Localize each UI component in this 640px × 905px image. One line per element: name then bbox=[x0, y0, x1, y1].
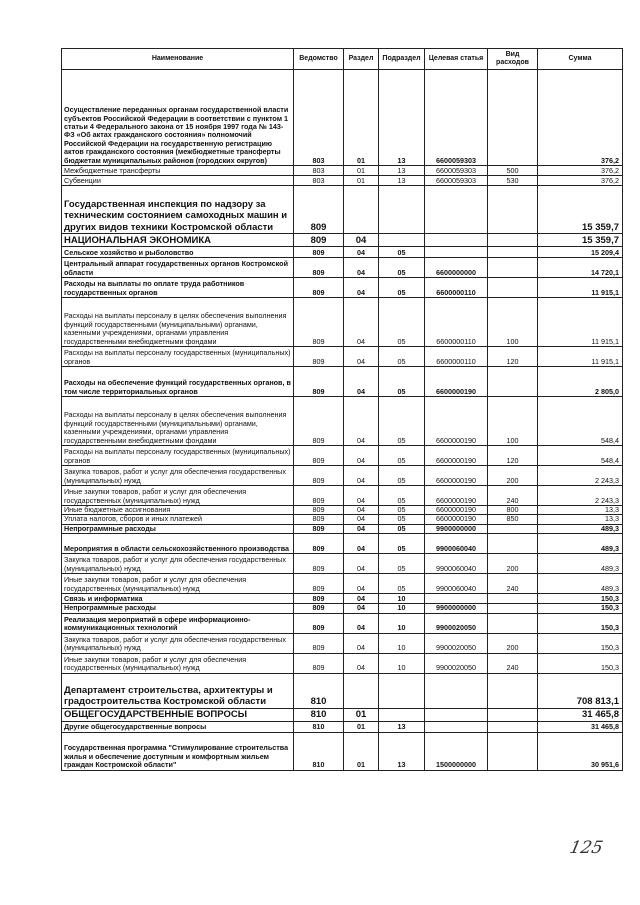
row-sum-cell: 376,2 bbox=[538, 176, 623, 186]
row-sum-cell: 30 951,6 bbox=[538, 732, 623, 770]
table-row bbox=[62, 247, 623, 258]
row-podrazdel-cell: 05 bbox=[379, 347, 425, 367]
row-razdel-cell: 04 bbox=[344, 613, 379, 633]
row-target-article-cell bbox=[425, 247, 488, 258]
row-expense-type-cell bbox=[488, 732, 538, 770]
row-vedomstvo-cell: 809 bbox=[294, 574, 344, 594]
row-razdel-cell: 04 bbox=[344, 534, 379, 554]
row-target-article-cell: 9900060040 bbox=[425, 574, 488, 594]
table-row bbox=[62, 278, 623, 298]
row-target-article-cell: 6600000190 bbox=[425, 446, 488, 466]
table-row bbox=[62, 347, 623, 367]
table-row bbox=[62, 534, 623, 554]
row-sum-cell: 15 359,7 bbox=[538, 186, 623, 234]
row-name-cell: Иные закупки товаров, работ и услуг для обеспечения государственных (муниципальных) нужд bbox=[62, 486, 294, 506]
row-name-cell: Осуществление переданных органам государственной власти субъектов Российской Федерации в соответствии с пунктом 1 статьи 4 Федерального закона от 15 ноября 1997 года № 143-ФЗ «Об актах гражданского состояния» полномочий Российской Федерации на государственную регистрацию актов гражданского состояния (межбюджетные трансферты бюджетам муниципальных районов (городских округов) bbox=[62, 70, 294, 166]
row-name-cell: Иные закупки товаров, работ и услуг для обеспечения государственных (муниципальных) нужд bbox=[62, 574, 294, 594]
row-expense-type-cell bbox=[488, 247, 538, 258]
header-expense-type: Вид расходов bbox=[488, 49, 538, 70]
row-name-cell: Другие общегосударственные вопросы bbox=[62, 721, 294, 732]
table-row bbox=[62, 258, 623, 278]
row-target-article-cell: 9900020050 bbox=[425, 653, 488, 673]
table-row bbox=[62, 166, 623, 176]
row-sum-cell: 150,3 bbox=[538, 604, 623, 613]
table-row bbox=[62, 176, 623, 186]
row-sum-cell: 31 465,8 bbox=[538, 708, 623, 721]
row-podrazdel-cell: 05 bbox=[379, 574, 425, 594]
row-expense-type-cell: 100 bbox=[488, 298, 538, 347]
row-sum-cell: 150,3 bbox=[538, 633, 623, 653]
table-header-row bbox=[62, 49, 623, 70]
row-target-article-cell: 6600000190 bbox=[425, 397, 488, 446]
row-expense-type-cell bbox=[488, 721, 538, 732]
row-expense-type-cell: 500 bbox=[488, 166, 538, 176]
row-razdel-cell: 04 bbox=[344, 515, 379, 524]
table-row bbox=[62, 721, 623, 732]
table-row bbox=[62, 446, 623, 466]
row-expense-type-cell bbox=[488, 70, 538, 166]
row-vedomstvo-cell: 803 bbox=[294, 176, 344, 186]
row-expense-type-cell: 800 bbox=[488, 506, 538, 515]
row-expense-type-cell bbox=[488, 278, 538, 298]
row-vedomstvo-cell: 809 bbox=[294, 347, 344, 367]
row-sum-cell: 31 465,8 bbox=[538, 721, 623, 732]
row-podrazdel-cell: 10 bbox=[379, 604, 425, 613]
row-name-cell: Непрограммные расходы bbox=[62, 604, 294, 613]
header-sum: Сумма bbox=[538, 49, 623, 70]
row-podrazdel-cell: 05 bbox=[379, 506, 425, 515]
row-razdel-cell: 04 bbox=[344, 604, 379, 613]
row-razdel-cell: 04 bbox=[344, 367, 379, 397]
row-razdel-cell: 04 bbox=[344, 347, 379, 367]
header-razdel: Раздел bbox=[344, 49, 379, 70]
row-podrazdel-cell bbox=[379, 186, 425, 234]
row-name-cell: Расходы на выплаты по оплате труда работников государственных органов bbox=[62, 278, 294, 298]
row-razdel-cell: 01 bbox=[344, 708, 379, 721]
row-name-cell: Иные бюджетные ассигнования bbox=[62, 506, 294, 515]
row-expense-type-cell: 120 bbox=[488, 347, 538, 367]
row-target-article-cell: 6600000190 bbox=[425, 506, 488, 515]
row-target-article-cell: 9900060040 bbox=[425, 534, 488, 554]
row-podrazdel-cell: 05 bbox=[379, 397, 425, 446]
row-target-article-cell bbox=[425, 673, 488, 708]
row-vedomstvo-cell: 809 bbox=[294, 367, 344, 397]
row-razdel-cell: 04 bbox=[344, 506, 379, 515]
row-vedomstvo-cell: 809 bbox=[294, 524, 344, 533]
row-target-article-cell bbox=[425, 708, 488, 721]
row-target-article-cell bbox=[425, 594, 488, 604]
row-razdel-cell bbox=[344, 186, 379, 234]
row-vedomstvo-cell: 810 bbox=[294, 708, 344, 721]
row-razdel-cell: 01 bbox=[344, 70, 379, 166]
row-sum-cell: 489,3 bbox=[538, 554, 623, 574]
row-expense-type-cell bbox=[488, 594, 538, 604]
row-razdel-cell: 04 bbox=[344, 574, 379, 594]
table-row bbox=[62, 594, 623, 604]
row-target-article-cell: 9900000000 bbox=[425, 604, 488, 613]
row-name-cell: Непрограммные расходы bbox=[62, 524, 294, 533]
row-podrazdel-cell: 10 bbox=[379, 653, 425, 673]
row-podrazdel-cell bbox=[379, 673, 425, 708]
row-expense-type-cell bbox=[488, 613, 538, 633]
page-number: 125 bbox=[567, 838, 605, 858]
row-expense-type-cell: 850 bbox=[488, 515, 538, 524]
row-razdel-cell: 04 bbox=[344, 594, 379, 604]
row-vedomstvo-cell: 809 bbox=[294, 298, 344, 347]
row-sum-cell: 708 813,1 bbox=[538, 673, 623, 708]
row-podrazdel-cell: 05 bbox=[379, 278, 425, 298]
table-row bbox=[62, 732, 623, 770]
row-razdel-cell: 04 bbox=[344, 397, 379, 446]
row-target-article-cell: 6600000190 bbox=[425, 515, 488, 524]
header-name: Наименование bbox=[62, 49, 294, 70]
row-target-article-cell: 6600059303 bbox=[425, 70, 488, 166]
row-razdel-cell: 04 bbox=[344, 633, 379, 653]
row-name-cell: Мероприятия в области сельскохозяйственного производства bbox=[62, 534, 294, 554]
row-target-article-cell: 6600059303 bbox=[425, 166, 488, 176]
row-name-cell: Межбюджетные трансферты bbox=[62, 166, 294, 176]
table-row bbox=[62, 673, 623, 708]
row-expense-type-cell: 200 bbox=[488, 633, 538, 653]
row-expense-type-cell bbox=[488, 234, 538, 247]
row-razdel-cell: 01 bbox=[344, 721, 379, 732]
row-vedomstvo-cell: 809 bbox=[294, 278, 344, 298]
row-podrazdel-cell: 05 bbox=[379, 486, 425, 506]
row-sum-cell: 548,4 bbox=[538, 397, 623, 446]
row-razdel-cell: 01 bbox=[344, 732, 379, 770]
table-row bbox=[62, 604, 623, 613]
row-expense-type-cell: 100 bbox=[488, 397, 538, 446]
table-row bbox=[62, 708, 623, 721]
row-name-cell: Реализация мероприятий в сфере информационно-коммуникационных технологий bbox=[62, 613, 294, 633]
row-name-cell: Расходы на выплаты персоналу государственных (муниципальных) органов bbox=[62, 347, 294, 367]
row-vedomstvo-cell: 809 bbox=[294, 613, 344, 633]
table-row bbox=[62, 466, 623, 486]
row-razdel-cell: 04 bbox=[344, 446, 379, 466]
row-podrazdel-cell: 05 bbox=[379, 258, 425, 278]
row-podrazdel-cell: 05 bbox=[379, 534, 425, 554]
row-vedomstvo-cell: 809 bbox=[294, 506, 344, 515]
row-sum-cell: 489,3 bbox=[538, 574, 623, 594]
row-razdel-cell: 01 bbox=[344, 176, 379, 186]
row-podrazdel-cell: 10 bbox=[379, 594, 425, 604]
row-target-article-cell: 1500000000 bbox=[425, 732, 488, 770]
row-expense-type-cell: 200 bbox=[488, 554, 538, 574]
table-row bbox=[62, 613, 623, 633]
row-podrazdel-cell: 05 bbox=[379, 367, 425, 397]
row-name-cell: НАЦИОНАЛЬНАЯ ЭКОНОМИКА bbox=[62, 234, 294, 247]
row-vedomstvo-cell: 809 bbox=[294, 186, 344, 234]
row-expense-type-cell: 240 bbox=[488, 486, 538, 506]
row-sum-cell: 14 720,1 bbox=[538, 258, 623, 278]
row-expense-type-cell bbox=[488, 534, 538, 554]
row-name-cell: Закупка товаров, работ и услуг для обеспечения государственных (муниципальных) нужд bbox=[62, 466, 294, 486]
row-target-article-cell: 9900060040 bbox=[425, 554, 488, 574]
row-name-cell: Расходы на выплаты персоналу в целях обеспечения выполнения функций государственными (муниципальными) органами, казенными учреждениями, органами управления государственными внебюджетными фондами bbox=[62, 397, 294, 446]
row-vedomstvo-cell: 809 bbox=[294, 604, 344, 613]
row-podrazdel-cell: 10 bbox=[379, 633, 425, 653]
table-row bbox=[62, 633, 623, 653]
row-razdel-cell: 04 bbox=[344, 234, 379, 247]
row-razdel-cell: 04 bbox=[344, 653, 379, 673]
row-vedomstvo-cell: 809 bbox=[294, 486, 344, 506]
row-name-cell: Государственная программа "Стимулирование строительства жилья и обеспечение доступным и комфортным жильем граждан Костромской области" bbox=[62, 732, 294, 770]
row-target-article-cell: 6600000110 bbox=[425, 298, 488, 347]
row-sum-cell: 2 243,3 bbox=[538, 486, 623, 506]
row-sum-cell: 489,3 bbox=[538, 534, 623, 554]
table-row bbox=[62, 486, 623, 506]
row-name-cell: Государственная инспекция по надзору за техническим состоянием самоходных машин и других видов техники Костромской области bbox=[62, 186, 294, 234]
table-row bbox=[62, 298, 623, 347]
row-vedomstvo-cell: 809 bbox=[294, 653, 344, 673]
table-row bbox=[62, 70, 623, 166]
row-target-article-cell: 6600059303 bbox=[425, 176, 488, 186]
row-podrazdel-cell: 05 bbox=[379, 515, 425, 524]
row-name-cell: Субвенции bbox=[62, 176, 294, 186]
row-target-article-cell: 9900020050 bbox=[425, 633, 488, 653]
row-sum-cell: 150,3 bbox=[538, 653, 623, 673]
row-name-cell: Закупка товаров, работ и услуг для обеспечения государственных (муниципальных) нужд bbox=[62, 633, 294, 653]
table-row bbox=[62, 515, 623, 524]
row-vedomstvo-cell: 809 bbox=[294, 515, 344, 524]
row-target-article-cell: 6600000190 bbox=[425, 486, 488, 506]
row-name-cell: Расходы на выплаты персоналу государственных (муниципальных) органов bbox=[62, 446, 294, 466]
row-razdel-cell: 01 bbox=[344, 166, 379, 176]
table-row bbox=[62, 506, 623, 515]
table-row bbox=[62, 653, 623, 673]
row-podrazdel-cell: 05 bbox=[379, 247, 425, 258]
row-podrazdel-cell: 05 bbox=[379, 298, 425, 347]
row-podrazdel-cell: 13 bbox=[379, 732, 425, 770]
header-target-article: Целевая статья bbox=[425, 49, 488, 70]
row-name-cell: Центральный аппарат государственных органов Костромской области bbox=[62, 258, 294, 278]
row-podrazdel-cell bbox=[379, 234, 425, 247]
row-name-cell: Расходы на обеспечение функций государственных органов, в том числе территориальных органов bbox=[62, 367, 294, 397]
row-expense-type-cell bbox=[488, 186, 538, 234]
row-vedomstvo-cell: 810 bbox=[294, 721, 344, 732]
table-row bbox=[62, 574, 623, 594]
row-name-cell: Расходы на выплаты персоналу в целях обеспечения выполнения функций государственными (муниципальными) органами, казенными учреждениями, органами управления государственными внебюджетными фондами bbox=[62, 298, 294, 347]
row-expense-type-cell: 530 bbox=[488, 176, 538, 186]
row-expense-type-cell bbox=[488, 604, 538, 613]
row-razdel-cell bbox=[344, 673, 379, 708]
row-sum-cell: 15 359,7 bbox=[538, 234, 623, 247]
row-vedomstvo-cell: 810 bbox=[294, 732, 344, 770]
row-sum-cell: 548,4 bbox=[538, 446, 623, 466]
table-row bbox=[62, 397, 623, 446]
row-sum-cell: 376,2 bbox=[538, 70, 623, 166]
row-razdel-cell: 04 bbox=[344, 298, 379, 347]
row-sum-cell: 376,2 bbox=[538, 166, 623, 176]
header-vedomstvo: Ведомство bbox=[294, 49, 344, 70]
row-razdel-cell: 04 bbox=[344, 258, 379, 278]
row-vedomstvo-cell: 809 bbox=[294, 446, 344, 466]
row-sum-cell: 11 915,1 bbox=[538, 298, 623, 347]
row-name-cell: Уплата налогов, сборов и иных платежей bbox=[62, 515, 294, 524]
row-podrazdel-cell: 10 bbox=[379, 613, 425, 633]
row-target-article-cell: 6600000190 bbox=[425, 367, 488, 397]
row-podrazdel-cell bbox=[379, 708, 425, 721]
table-row bbox=[62, 234, 623, 247]
row-expense-type-cell: 200 bbox=[488, 466, 538, 486]
row-sum-cell: 11 915,1 bbox=[538, 278, 623, 298]
row-vedomstvo-cell: 809 bbox=[294, 247, 344, 258]
table-row bbox=[62, 554, 623, 574]
row-target-article-cell bbox=[425, 721, 488, 732]
row-target-article-cell: 6600000190 bbox=[425, 466, 488, 486]
row-podrazdel-cell: 13 bbox=[379, 166, 425, 176]
row-expense-type-cell: 120 bbox=[488, 446, 538, 466]
row-target-article-cell: 6600000000 bbox=[425, 258, 488, 278]
table-body bbox=[62, 70, 623, 771]
table-row bbox=[62, 367, 623, 397]
row-podrazdel-cell: 05 bbox=[379, 554, 425, 574]
row-vedomstvo-cell: 809 bbox=[294, 466, 344, 486]
row-sum-cell: 489,3 bbox=[538, 524, 623, 533]
row-target-article-cell: 9900020050 bbox=[425, 613, 488, 633]
row-name-cell: Сельское хозяйство и рыболовство bbox=[62, 247, 294, 258]
row-vedomstvo-cell: 803 bbox=[294, 166, 344, 176]
row-target-article-cell bbox=[425, 234, 488, 247]
row-podrazdel-cell: 05 bbox=[379, 446, 425, 466]
row-target-article-cell: 6600000110 bbox=[425, 347, 488, 367]
row-podrazdel-cell: 13 bbox=[379, 70, 425, 166]
row-razdel-cell: 04 bbox=[344, 278, 379, 298]
row-podrazdel-cell: 05 bbox=[379, 524, 425, 533]
row-vedomstvo-cell: 809 bbox=[294, 397, 344, 446]
row-razdel-cell: 04 bbox=[344, 554, 379, 574]
row-sum-cell: 2 243,3 bbox=[538, 466, 623, 486]
row-podrazdel-cell: 13 bbox=[379, 176, 425, 186]
row-razdel-cell: 04 bbox=[344, 466, 379, 486]
row-vedomstvo-cell: 803 bbox=[294, 70, 344, 166]
row-target-article-cell bbox=[425, 186, 488, 234]
row-sum-cell: 15 209,4 bbox=[538, 247, 623, 258]
row-vedomstvo-cell: 809 bbox=[294, 534, 344, 554]
row-target-article-cell: 6600000110 bbox=[425, 278, 488, 298]
row-expense-type-cell: 240 bbox=[488, 574, 538, 594]
row-expense-type-cell bbox=[488, 673, 538, 708]
row-vedomstvo-cell: 809 bbox=[294, 234, 344, 247]
row-expense-type-cell bbox=[488, 708, 538, 721]
row-sum-cell: 2 805,0 bbox=[538, 367, 623, 397]
row-target-article-cell: 9900000000 bbox=[425, 524, 488, 533]
row-razdel-cell: 04 bbox=[344, 486, 379, 506]
row-vedomstvo-cell: 809 bbox=[294, 594, 344, 604]
row-sum-cell: 150,3 bbox=[538, 594, 623, 604]
row-name-cell: Связь и информатика bbox=[62, 594, 294, 604]
row-sum-cell: 150,3 bbox=[538, 613, 623, 633]
row-razdel-cell: 04 bbox=[344, 524, 379, 533]
table-row bbox=[62, 524, 623, 533]
row-sum-cell: 11 915,1 bbox=[538, 347, 623, 367]
row-razdel-cell: 04 bbox=[344, 247, 379, 258]
row-expense-type-cell bbox=[488, 258, 538, 278]
row-vedomstvo-cell: 809 bbox=[294, 258, 344, 278]
row-expense-type-cell bbox=[488, 524, 538, 533]
row-expense-type-cell bbox=[488, 367, 538, 397]
row-expense-type-cell: 240 bbox=[488, 653, 538, 673]
row-name-cell: ОБЩЕГОСУДАРСТВЕННЫЕ ВОПРОСЫ bbox=[62, 708, 294, 721]
row-name-cell: Иные закупки товаров, работ и услуг для обеспечения государственных (муниципальных) нужд bbox=[62, 653, 294, 673]
row-vedomstvo-cell: 809 bbox=[294, 633, 344, 653]
row-name-cell: Закупка товаров, работ и услуг для обеспечения государственных (муниципальных) нужд bbox=[62, 554, 294, 574]
row-vedomstvo-cell: 810 bbox=[294, 673, 344, 708]
row-podrazdel-cell: 13 bbox=[379, 721, 425, 732]
header-podrazdel: Подраздел bbox=[379, 49, 425, 70]
row-vedomstvo-cell: 809 bbox=[294, 554, 344, 574]
row-name-cell: Департамент строительства, архитектуры и градостроительства Костромской области bbox=[62, 673, 294, 708]
budget-table bbox=[61, 48, 623, 771]
table-row bbox=[62, 186, 623, 234]
row-podrazdel-cell: 05 bbox=[379, 466, 425, 486]
row-sum-cell: 13,3 bbox=[538, 515, 623, 524]
row-sum-cell: 13,3 bbox=[538, 506, 623, 515]
